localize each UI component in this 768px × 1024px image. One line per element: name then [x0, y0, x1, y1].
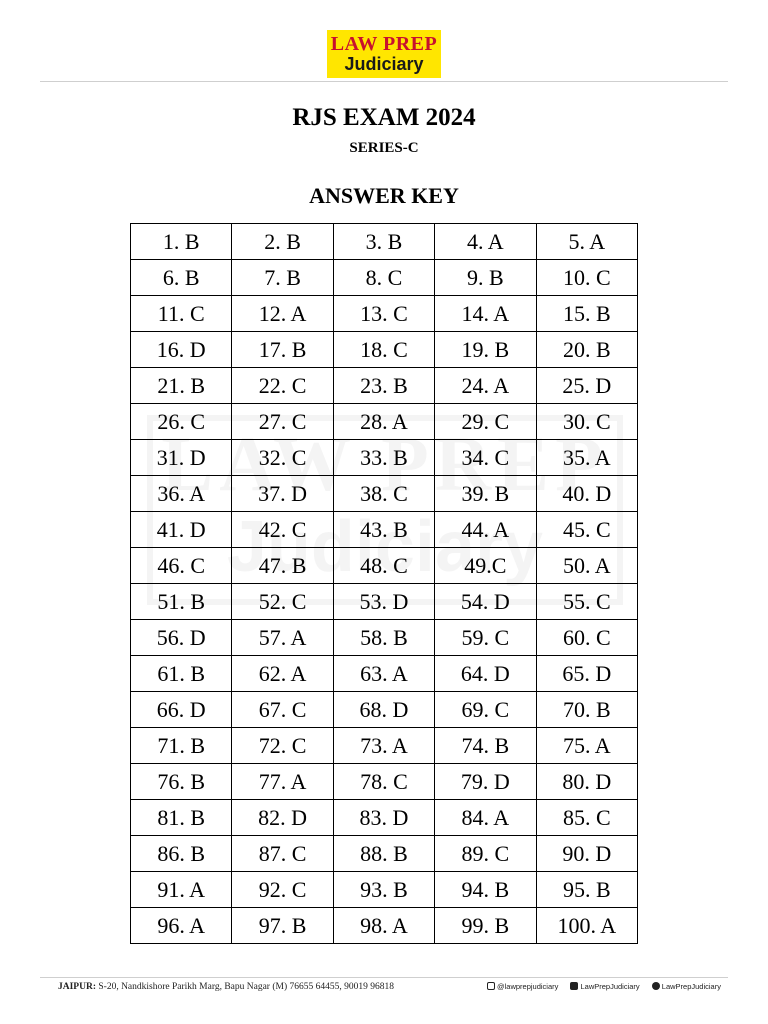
answer-cell: 53. D — [333, 584, 434, 620]
answer-cell: 46. C — [131, 548, 232, 584]
answer-key-table — [130, 223, 638, 944]
footer-divider — [40, 977, 728, 978]
answer-cell: 77. A — [232, 764, 333, 800]
answer-cell: 94. B — [435, 872, 536, 908]
answer-cell: 22. C — [232, 368, 333, 404]
brand-logo — [327, 30, 441, 78]
answer-row — [131, 836, 638, 872]
answer-cell: 45. C — [536, 512, 637, 548]
logo-line-1: LAW PREP — [330, 33, 438, 55]
answer-cell: 71. B — [131, 728, 232, 764]
answer-cell: 50. A — [536, 548, 637, 584]
answer-row — [131, 872, 638, 908]
answer-row — [131, 908, 638, 944]
answer-cell: 41. D — [131, 512, 232, 548]
answer-cell: 82. D — [232, 800, 333, 836]
answer-cell: 62. A — [232, 656, 333, 692]
answer-cell: 28. A — [333, 404, 434, 440]
answer-row — [131, 728, 638, 764]
answer-cell: 54. D — [435, 584, 536, 620]
answer-cell: 10. C — [536, 260, 637, 296]
answer-cell: 1. B — [131, 224, 232, 260]
answer-cell: 78. C — [333, 764, 434, 800]
answer-cell: 17. B — [232, 332, 333, 368]
social-link-instagram[interactable] — [487, 981, 558, 993]
answer-cell: 72. C — [232, 728, 333, 764]
answer-cell: 42. C — [232, 512, 333, 548]
social-link-youtube[interactable] — [570, 981, 639, 993]
footer-social-links — [487, 981, 731, 993]
answer-cell: 100. A — [536, 908, 637, 944]
answer-row — [131, 368, 638, 404]
answer-cell: 84. A — [435, 800, 536, 836]
youtube-icon — [570, 982, 578, 990]
answer-cell: 4. A — [435, 224, 536, 260]
answer-cell: 51. B — [131, 584, 232, 620]
answer-cell: 86. B — [131, 836, 232, 872]
answer-cell: 43. B — [333, 512, 434, 548]
answer-cell: 79. D — [435, 764, 536, 800]
answer-cell: 34. C — [435, 440, 536, 476]
answer-row — [131, 476, 638, 512]
answer-cell: 15. B — [536, 296, 637, 332]
answer-row — [131, 584, 638, 620]
answer-cell: 68. D — [333, 692, 434, 728]
answer-cell: 3. B — [333, 224, 434, 260]
answer-cell: 11. C — [131, 296, 232, 332]
answer-cell: 37. D — [232, 476, 333, 512]
answer-cell: 88. B — [333, 836, 434, 872]
answer-cell: 33. B — [333, 440, 434, 476]
answer-cell: 98. A — [333, 908, 434, 944]
answer-cell: 32. C — [232, 440, 333, 476]
answer-cell: 40. D — [536, 476, 637, 512]
answer-row — [131, 332, 638, 368]
answer-cell: 2. B — [232, 224, 333, 260]
answer-cell: 75. A — [536, 728, 637, 764]
header-divider — [40, 81, 728, 82]
social-link-telegram[interactable] — [652, 981, 721, 993]
answer-cell: 59. C — [435, 620, 536, 656]
answer-cell: 73. A — [333, 728, 434, 764]
answer-cell: 96. A — [131, 908, 232, 944]
answer-cell: 29. C — [435, 404, 536, 440]
answer-cell: 12. A — [232, 296, 333, 332]
footer-address-text: S-20, Nandkishore Parikh Marg, Bapu Nagar (M) 76655 64455, 90019 96818 — [98, 982, 394, 992]
answer-row — [131, 800, 638, 836]
answer-cell: 60. C — [536, 620, 637, 656]
answer-cell: 38. C — [333, 476, 434, 512]
answer-row — [131, 260, 638, 296]
answer-cell: 25. D — [536, 368, 637, 404]
answer-cell: 56. D — [131, 620, 232, 656]
answer-cell: 92. C — [232, 872, 333, 908]
answer-cell: 99. B — [435, 908, 536, 944]
answer-cell: 64. D — [435, 656, 536, 692]
answer-cell: 47. B — [232, 548, 333, 584]
answer-cell: 69. C — [435, 692, 536, 728]
answer-cell: 24. A — [435, 368, 536, 404]
answer-row — [131, 404, 638, 440]
answer-row — [131, 296, 638, 332]
answer-cell: 57. A — [232, 620, 333, 656]
answer-cell: 90. D — [536, 836, 637, 872]
answer-cell: 31. D — [131, 440, 232, 476]
answer-cell: 58. B — [333, 620, 434, 656]
answer-cell: 27. C — [232, 404, 333, 440]
answer-row — [131, 764, 638, 800]
answer-cell: 23. B — [333, 368, 434, 404]
answer-cell: 9. B — [435, 260, 536, 296]
answer-cell: 21. B — [131, 368, 232, 404]
answer-cell: 61. B — [131, 656, 232, 692]
answer-cell: 7. B — [232, 260, 333, 296]
answer-key-body — [131, 224, 638, 944]
answer-cell: 91. A — [131, 872, 232, 908]
answer-row — [131, 224, 638, 260]
answer-row — [131, 440, 638, 476]
answer-cell: 97. B — [232, 908, 333, 944]
answer-cell: 65. D — [536, 656, 637, 692]
social-handle: @lawprepjudiciary — [497, 982, 559, 991]
answer-cell: 52. C — [232, 584, 333, 620]
answer-cell: 19. B — [435, 332, 536, 368]
answer-cell: 93. B — [333, 872, 434, 908]
answer-cell: 87. C — [232, 836, 333, 872]
answer-cell: 67. C — [232, 692, 333, 728]
answer-cell: 39. B — [435, 476, 536, 512]
answer-cell: 83. D — [333, 800, 434, 836]
answer-cell: 66. D — [131, 692, 232, 728]
answer-cell: 81. B — [131, 800, 232, 836]
section-heading: ANSWER KEY — [309, 183, 459, 208]
answer-cell: 16. D — [131, 332, 232, 368]
answer-cell: 36. A — [131, 476, 232, 512]
instagram-icon — [487, 982, 495, 990]
answer-cell: 26. C — [131, 404, 232, 440]
answer-cell: 14. A — [435, 296, 536, 332]
answer-cell: 85. C — [536, 800, 637, 836]
answer-cell: 30. C — [536, 404, 637, 440]
answer-cell: 89. C — [435, 836, 536, 872]
answer-cell: 18. C — [333, 332, 434, 368]
social-handle: LawPrepJudiciary — [661, 982, 721, 991]
answer-row — [131, 548, 638, 584]
footer-address — [58, 981, 394, 993]
answer-cell: 63. A — [333, 656, 434, 692]
answer-cell: 80. D — [536, 764, 637, 800]
series-label: SERIES-C — [349, 140, 419, 156]
answer-row — [131, 692, 638, 728]
answer-cell: 6. B — [131, 260, 232, 296]
social-handle: LawPrepJudiciary — [580, 982, 640, 991]
answer-cell: 49.C — [435, 548, 536, 584]
answer-cell: 35. A — [536, 440, 637, 476]
answer-cell: 74. B — [435, 728, 536, 764]
answer-cell: 70. B — [536, 692, 637, 728]
answer-cell: 55. C — [536, 584, 637, 620]
answer-row — [131, 512, 638, 548]
page-title: RJS EXAM 2024 — [292, 104, 476, 131]
telegram-icon — [652, 982, 660, 990]
answer-row — [131, 620, 638, 656]
answer-cell: 44. A — [435, 512, 536, 548]
answer-cell: 95. B — [536, 872, 637, 908]
footer-city: JAIPUR: — [58, 982, 96, 992]
answer-cell: 48. C — [333, 548, 434, 584]
answer-cell: 8. C — [333, 260, 434, 296]
logo-line-2: Judiciary — [344, 54, 424, 74]
answer-cell: 20. B — [536, 332, 637, 368]
answer-row — [131, 656, 638, 692]
answer-cell: 5. A — [536, 224, 637, 260]
answer-cell: 13. C — [333, 296, 434, 332]
answer-cell: 76. B — [131, 764, 232, 800]
